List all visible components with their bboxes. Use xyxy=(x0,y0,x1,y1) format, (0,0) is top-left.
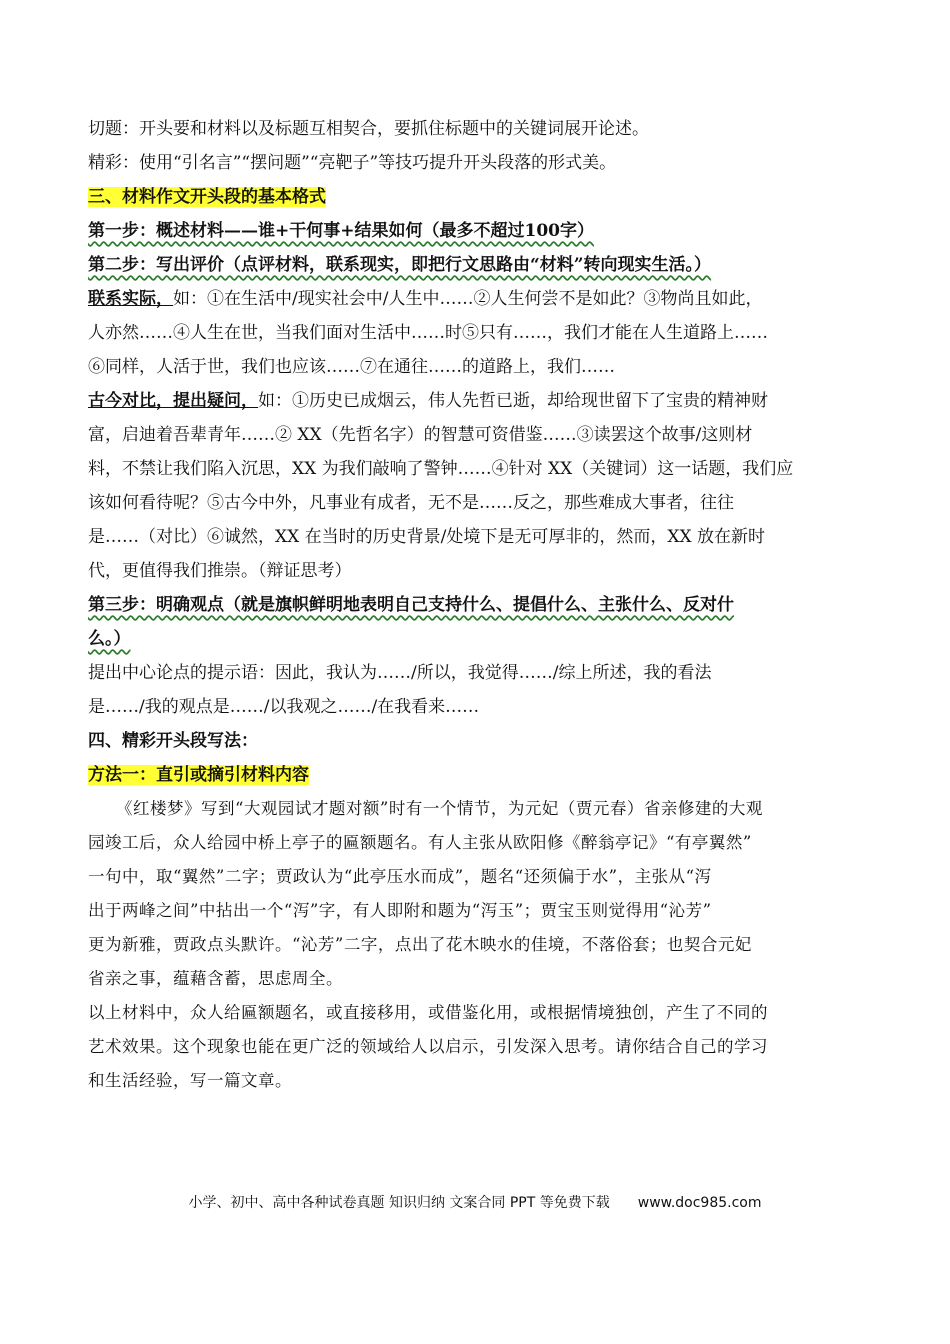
compare-line-2: 富，启迪着吾辈青年……② XX（先哲名字）的智慧可资借鉴……③读罢这个故事/这则材 xyxy=(88,425,753,445)
compare-label: 古今对比，提出疑问， xyxy=(88,391,258,411)
compare-line-1: 古今对比，提出疑问，如：①历史已成烟云，伟人先哲已逝，却给现世留下了宝贵的精神财 xyxy=(88,391,768,411)
document-body xyxy=(88,112,868,1098)
compare-line-3: 料，不禁让我们陷入沉思，XX 为我们敲响了警钟……④针对 XX（关键词）这一话题，我们应 xyxy=(88,459,794,479)
material-line-4: 出于两峰之间”中拈出一个“泻”字，有人即附和题为“泻玉”；贾宝玉则觉得用“沁芳” xyxy=(88,901,712,920)
relate-reality-line-2: 人亦然……④人生在世，当我们面对生活中……时⑤只有……，我们才能在人生道路上…… xyxy=(88,323,768,343)
relate-reality-label: 联系实际， xyxy=(88,289,173,309)
relate-reality-line-1: 联系实际，如：①在生活中/现实社会中/人生中……②人生何尝不是如此？③物尚且如此， xyxy=(88,289,763,309)
material-line-1: 《红楼梦》写到“大观园试才题对额”时有一个情节，为元妃（贾元春）省亲修建的大观 xyxy=(116,799,763,818)
material-line-9: 和生活经验，写一篇文章。 xyxy=(88,1071,292,1090)
section-three-title: 三、材料作文开头段的基本格式 xyxy=(88,187,326,207)
brilliant-line: 精彩：使用“引名言”“摆问题”“亮靶子”等技巧提升开头段落的形式美。 xyxy=(88,153,617,173)
material-line-3: 一句中，取“翼然”二字；贾政认为“此亭压水而成”，题名“还须偏于水”，主张从“泻 xyxy=(88,867,712,886)
section-four-heading: 四、精彩开头段写法： xyxy=(88,731,258,751)
footer-text: 小学、初中、高中各种试卷真题 知识归纳 文案合同 PPT 等免费下载 xyxy=(188,1195,610,1211)
section-three-heading xyxy=(88,180,868,214)
compare-line-4: 该如何看待呢？⑤古今中外，凡事业有成者，无不是……反之，那些难成大事者，往往 xyxy=(88,493,734,513)
material-line-7: 以上材料中，众人给匾额题名，或直接移用，或借鉴化用，或根据情境独创，产生了不同的 xyxy=(88,1003,768,1022)
page-footer xyxy=(0,1192,950,1212)
step-one: 第一步：概述材料——谁+干何事+结果如何（最多不超过100字） xyxy=(88,221,594,241)
method-one-title: 方法一：直引或摘引材料内容 xyxy=(88,765,309,785)
prompt-line-1: 提出中心论点的提示语：因此，我认为……/所以，我觉得……/综上所述，我的看法 xyxy=(88,663,712,683)
step-three-line-2: 么。） xyxy=(88,629,131,649)
material-line-6: 省亲之事，蕴藉含蓄，思虑周全。 xyxy=(88,969,343,988)
material-line-5: 更为新雅，贾政点头默许。“沁芳”二字，点出了花木映水的佳境，不落俗套；也契合元妃 xyxy=(88,935,752,954)
cut-topic-line: 切题：开头要和材料以及标题互相契合，要抓住标题中的关键词展开论述。 xyxy=(88,119,649,139)
relate-reality-line-3: ⑥同样，人活于世，我们也应该……⑦在通往……的道路上，我们…… xyxy=(88,357,615,377)
method-one-heading xyxy=(88,758,868,792)
compare-line-5: 是……（对比）⑥诚然，XX 在当时的历史背景/处境下是无可厚非的，然而，XX 放在新时 xyxy=(88,527,765,547)
compare-line-6: 代，更值得我们推崇。（辩证思考） xyxy=(88,561,352,581)
material-line-8: 艺术效果。这个现象也能在更广泛的领域给人以启示，引发深入思考。请你结合自己的学习 xyxy=(88,1037,768,1056)
step-three-line-1: 第三步：明确观点（就是旗帜鲜明地表明自己支持什么、提倡什么、主张什么、反对什 xyxy=(88,595,734,615)
step-two: 第二步：写出评价（点评材料，联系现实，即把行文思路由“材料”转向现实生活。） xyxy=(88,255,712,275)
footer-link[interactable]: www.doc985.com xyxy=(637,1195,762,1211)
prompt-line-2: 是……/我的观点是……/以我观之……/在我看来…… xyxy=(88,697,480,717)
material-line-2: 园竣工后，众人给园中桥上亭子的匾额题名。有人主张从欧阳修《醉翁亭记》“有亭翼然” xyxy=(88,833,752,852)
